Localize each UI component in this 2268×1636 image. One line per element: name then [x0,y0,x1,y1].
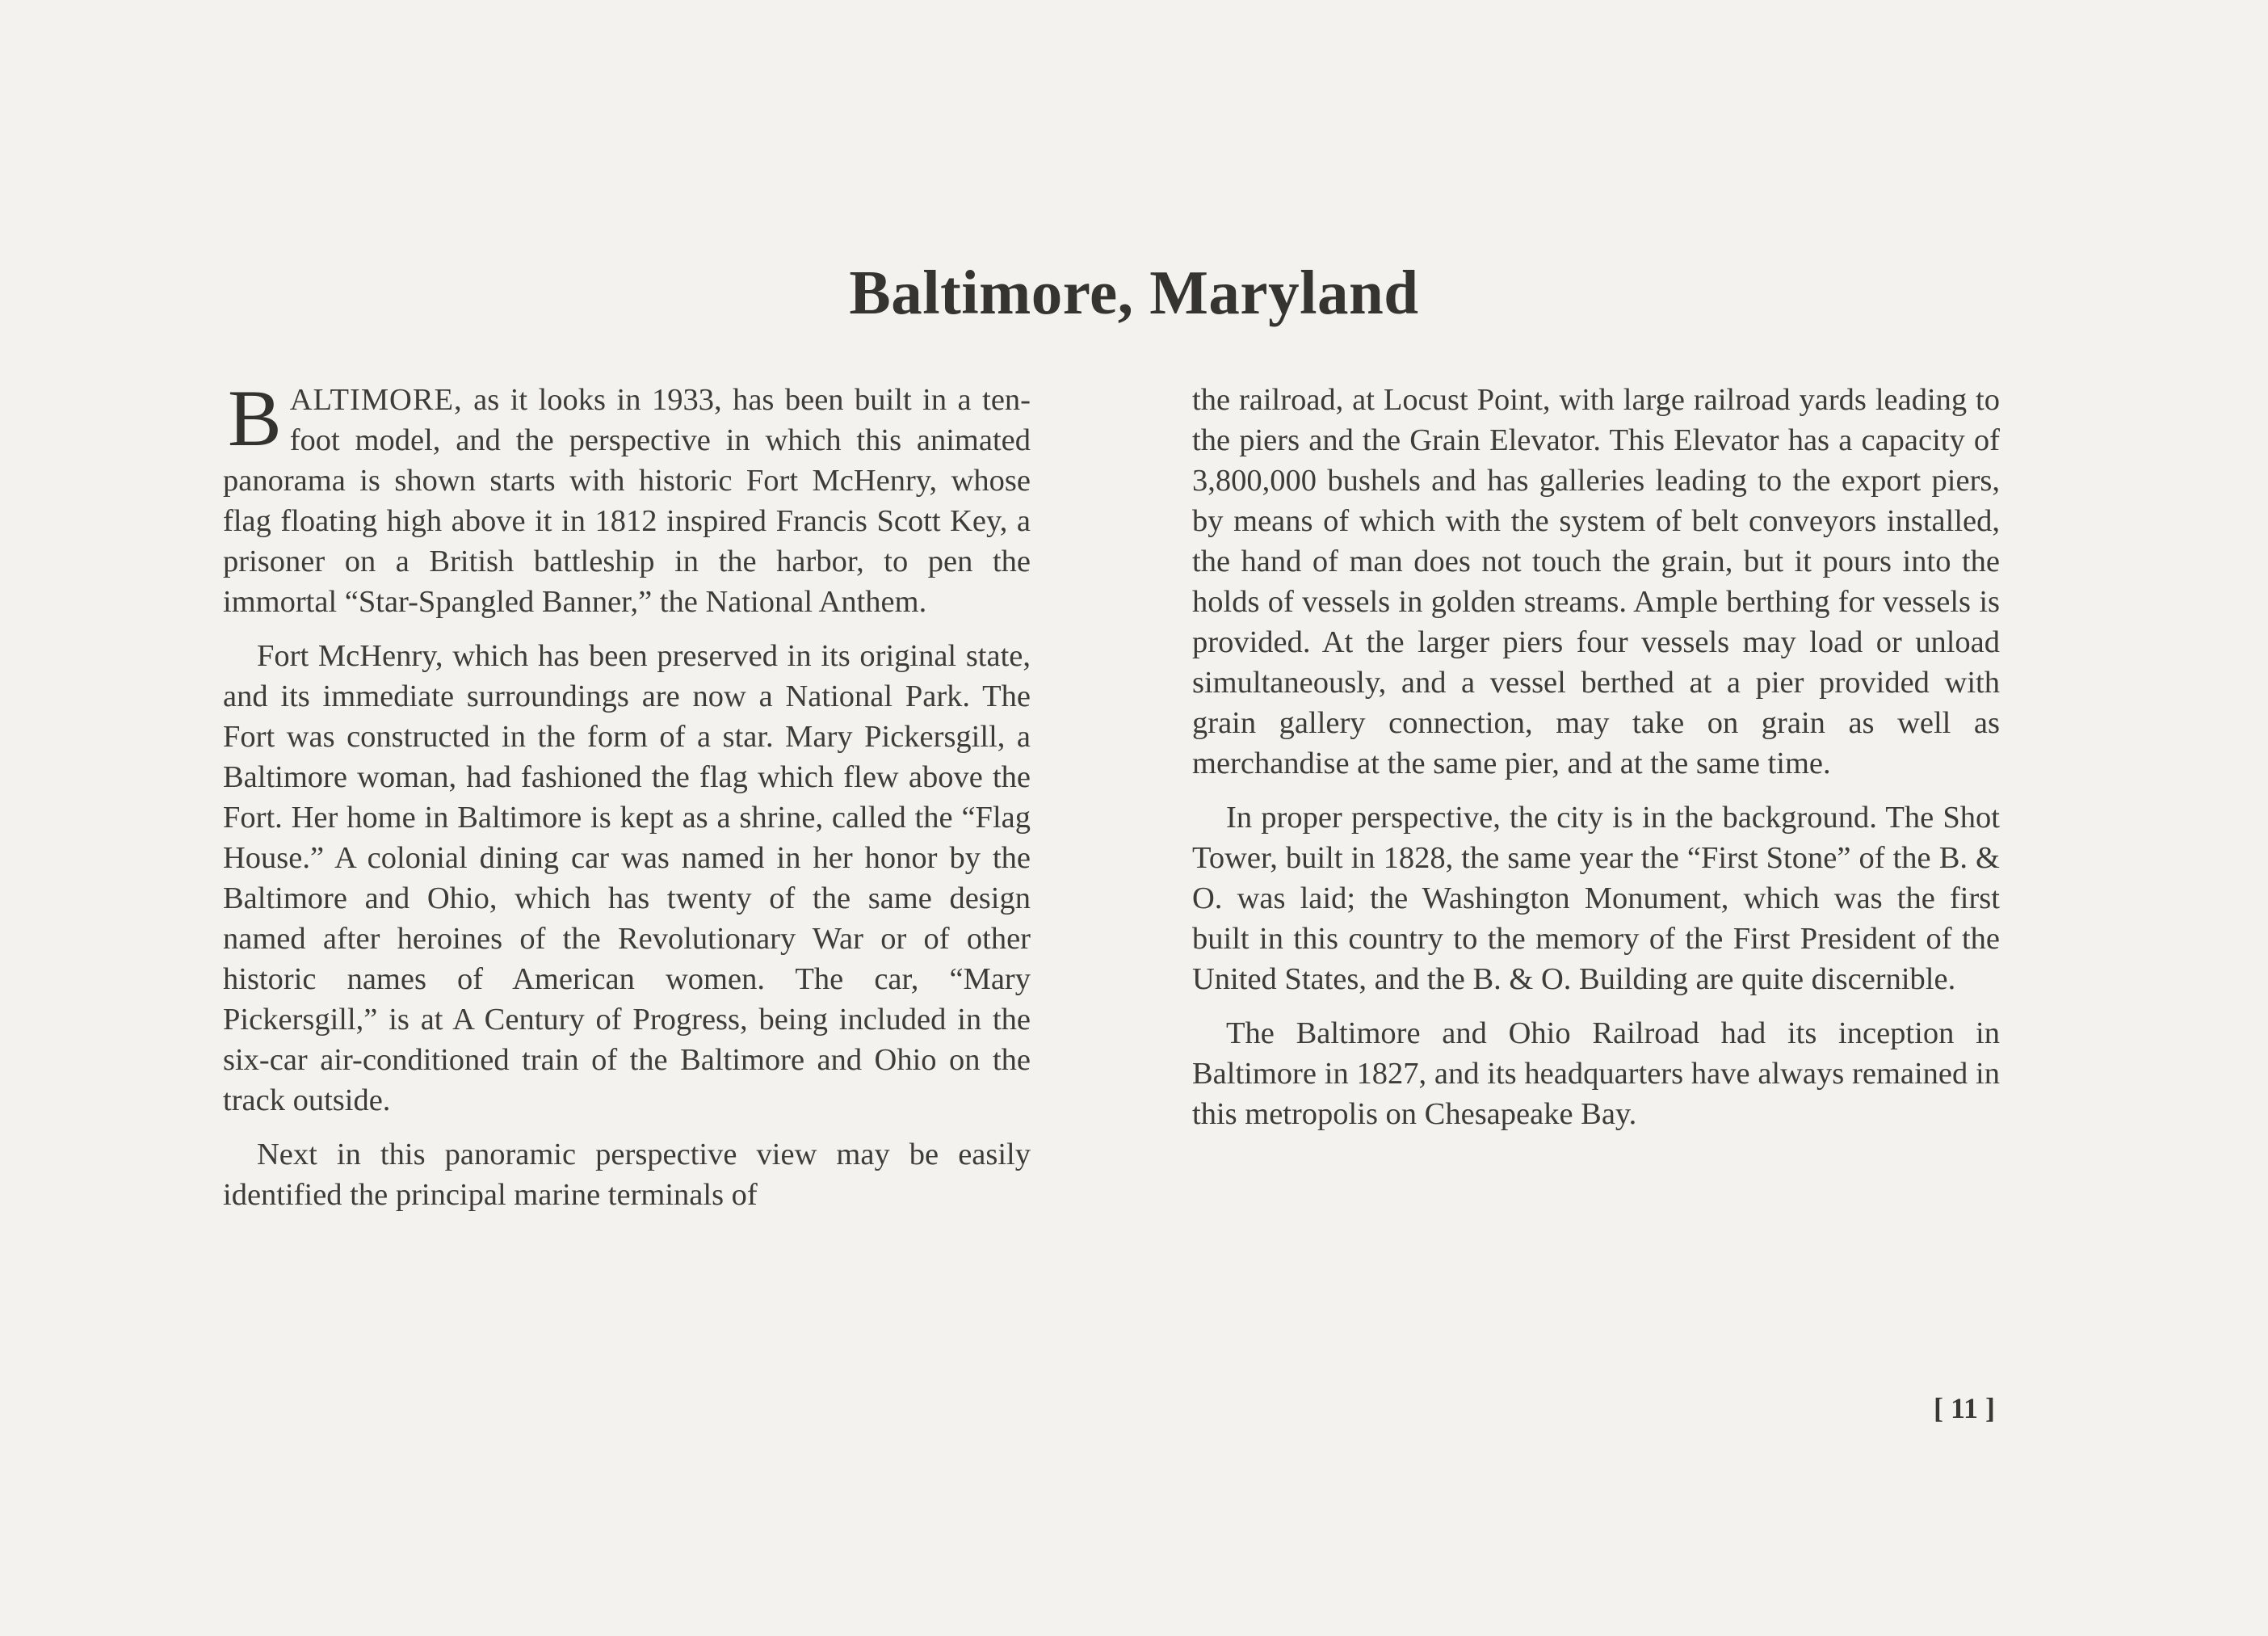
page-title: Baltimore, Maryland [849,258,1419,327]
opening-word: ALTIMORE, [289,383,463,417]
paragraph-marine-terminals: Next in this panoramic perspective view may be easily identified the principal marine terminals of [223,1138,1031,1212]
page-number: [ 11 ] [1934,1392,1995,1424]
opening-text: as it looks in 1933, has been built in a ten-foot model, and the perspective in which this animated panorama is shown starts with historic Fort McHenry, whose flag floating high above it in 1812 inspired Francis Scott Key, a prisoner on a British battleship in the harbor, to pen the immortal “Star-Spangled Banner,” the National Anthem. [223,383,1031,619]
paragraph-railroad-inception: The Baltimore and Ohio Railroad had its inception in Baltimore in 1827, and its headquarters have always remained in this metropolis on Chesapeake Bay. [1192,1016,2000,1131]
left-column [223,373,1031,1229]
paragraph-fort-mchenry: Fort McHenry, which has been preserved in its original state, and its immediate surroundings are now a National Park. The Fort was constructed in the form of a star. Mary Pickersgill, a Baltimore woman, had fashioned the flag which flew above the Fort. Her home in Baltimore is kept as a shrine, called the “Flag House.” A colonial dining car was named in her honor by the Baltimore and Ohio, which has twenty of the same design named after heroines of the Revolutionary War or of other historic names of American women. The car, “Mary Pickersgill,” is at A Century of Progress, being included in the six-car air-conditioned train of the Baltimore and Ohio on the track outside. [223,639,1031,1117]
right-column [1192,380,2000,1148]
drop-cap: B [228,373,282,463]
paragraph-continued: the railroad, at Locust Point, with large railroad yards leading to the piers and the Grain Elevator. This Elevator has a capacity of 3,800,000 bushels and has galleries leading to the export piers, by means of which with the system of belt conveyors installed, the hand of man does not touch the grain, but it pours into the holds of vessels in golden streams. Ample berthing for vessels is provided. At the larger piers four vessels may load or unload simultaneously, and a vessel berthed at a pier provided with grain gallery connection, may take on grain as well as merchandise at the same pier, and at the same time. [1192,383,2000,780]
paragraph-opening [223,373,1031,622]
paragraph-city-background: In proper perspective, the city is in the background. The Shot Tower, built in 1828, the same year the “First Stone” of the B. & O. was laid; the Washington Monument, which was the first built in this country to the memory of the First President of the United States, and the B. & O. Building are quite discernible. [1192,801,2000,996]
